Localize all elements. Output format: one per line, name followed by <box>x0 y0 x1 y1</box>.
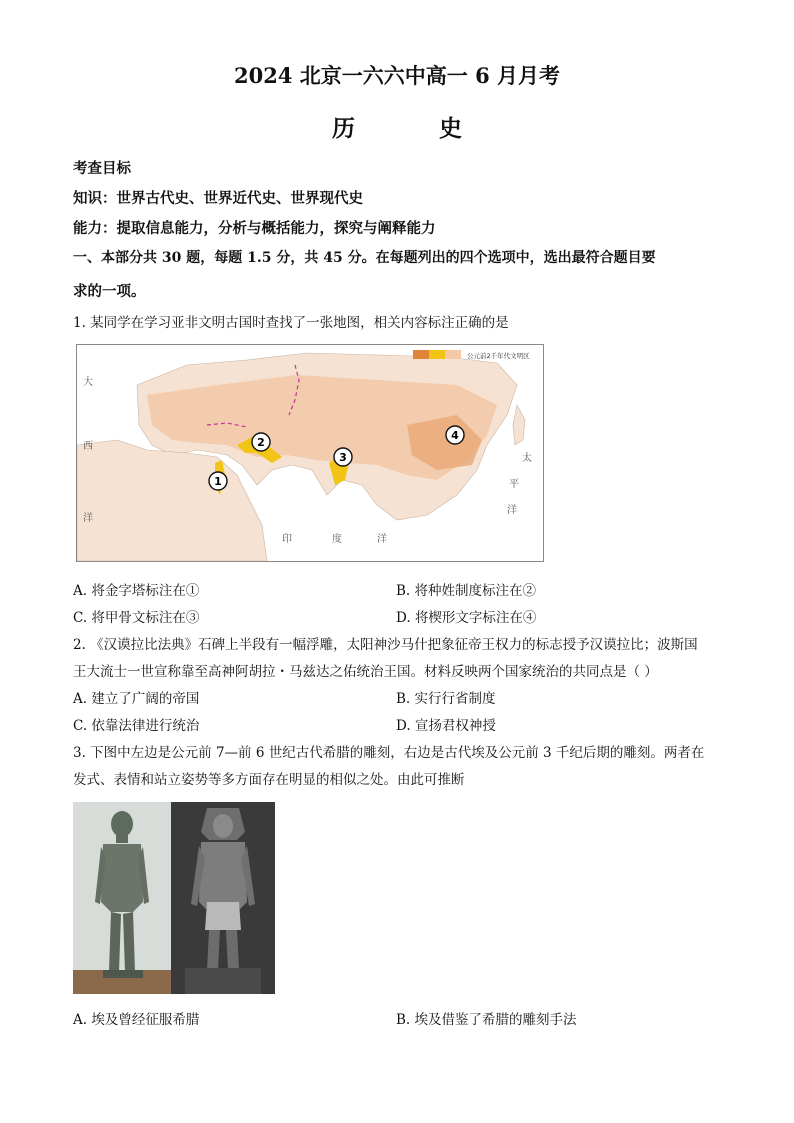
question-3-stem-2: 发式、表情和站立姿势等多方面存在明显的相似之处。由此可推断 <box>73 772 465 788</box>
land-japan <box>513 405 525 445</box>
section-instructions-1: 一、本部分共 30 题，每题 1.5 分，共 45 分。在每题列出的四个选项中，选出最符合题目要 <box>73 250 656 266</box>
q3-option-a[interactable]: A. 埃及曾经征服希腊 <box>73 1012 200 1028</box>
question-2-stem-2: 王大流士一世宣称靠至高神阿胡拉・马兹达之佑统治王国。材料反映两个国家统治的共同点是（ ） <box>73 664 658 680</box>
q2-option-c[interactable]: C. 依靠法律进行统治 <box>73 718 200 734</box>
q3-option-b[interactable]: B. 埃及借鉴了希腊的雕刻手法 <box>396 1012 577 1028</box>
svg-text:4: 4 <box>451 429 459 442</box>
objectives-ability: 能力：提取信息能力，分析与概括能力，探究与阐释能力 <box>73 220 436 237</box>
svg-text:3: 3 <box>339 451 347 464</box>
page-title: 2024 北京一六六中高一 6 月月考 <box>234 63 560 88</box>
legend-swatch-dark <box>413 350 429 359</box>
ocean-label-pacific-3: 洋 <box>507 505 517 516</box>
ocean-label-atlantic-3: 洋 <box>83 513 93 524</box>
map-svg <box>77 345 543 561</box>
question-2-stem-1: 2. 《汉谟拉比法典》石碑上半段有一幅浮雕，太阳神沙马什把象征帝王权力的标志授予汉谟拉比；波斯国 <box>73 637 698 653</box>
ocean-label-pacific-2: 平 <box>509 479 519 490</box>
q2-option-b[interactable]: B. 实行行省制度 <box>396 691 496 707</box>
q1-option-b[interactable]: B. 将种姓制度标注在② <box>396 583 537 599</box>
ocean-label-atlantic-2: 西 <box>83 441 93 452</box>
ocean-label-pacific-1: 太 <box>522 453 532 464</box>
ocean-label-atlantic-1: 大 <box>83 377 93 388</box>
legend-label: 公元前2千年代文明区 <box>467 352 530 360</box>
ocean-label-indian-2: 度 <box>332 534 342 545</box>
egyptian-statue-photo <box>171 802 275 994</box>
civilization-map <box>76 344 544 562</box>
map-marker-1 <box>209 472 227 490</box>
section-instructions-2: 求的一项。 <box>73 283 146 300</box>
greek-kouros-photo <box>73 802 171 994</box>
q1-option-d[interactable]: D. 将楔形文字标注在④ <box>396 610 537 626</box>
map-marker-3 <box>334 448 352 466</box>
map-marker-4 <box>446 426 464 444</box>
ocean-label-indian-1: 印 <box>282 534 292 545</box>
question-3-stem-1: 3. 下图中左边是公元前 7—前 6 世纪古代希腊的雕刻，右边是古代埃及公元前 3 千纪后期的雕刻。两者在 <box>73 745 705 761</box>
map-marker-2 <box>252 433 270 451</box>
svg-text:2: 2 <box>257 436 265 449</box>
q2-option-a[interactable]: A. 建立了广阔的帝国 <box>73 691 200 707</box>
q1-option-a[interactable]: A. 将金字塔标注在① <box>73 583 200 599</box>
ocean-label-indian-3: 洋 <box>377 534 387 545</box>
svg-text:1: 1 <box>214 475 222 488</box>
q2-option-d[interactable]: D. 宣扬君权神授 <box>396 718 496 734</box>
subject-title: 历 史 <box>331 115 500 142</box>
legend-swatch-yellow <box>429 350 445 359</box>
objectives-heading: 考查目标 <box>73 160 131 177</box>
legend-swatch-light <box>445 350 461 359</box>
objectives-knowledge: 知识：世界古代史、世界近代史、世界现代史 <box>73 190 363 207</box>
question-1-stem: 1. 某同学在学习亚非文明古国时查找了一张地图，相关内容标注正确的是 <box>73 315 509 331</box>
q1-option-c[interactable]: C. 将甲骨文标注在③ <box>73 610 200 626</box>
